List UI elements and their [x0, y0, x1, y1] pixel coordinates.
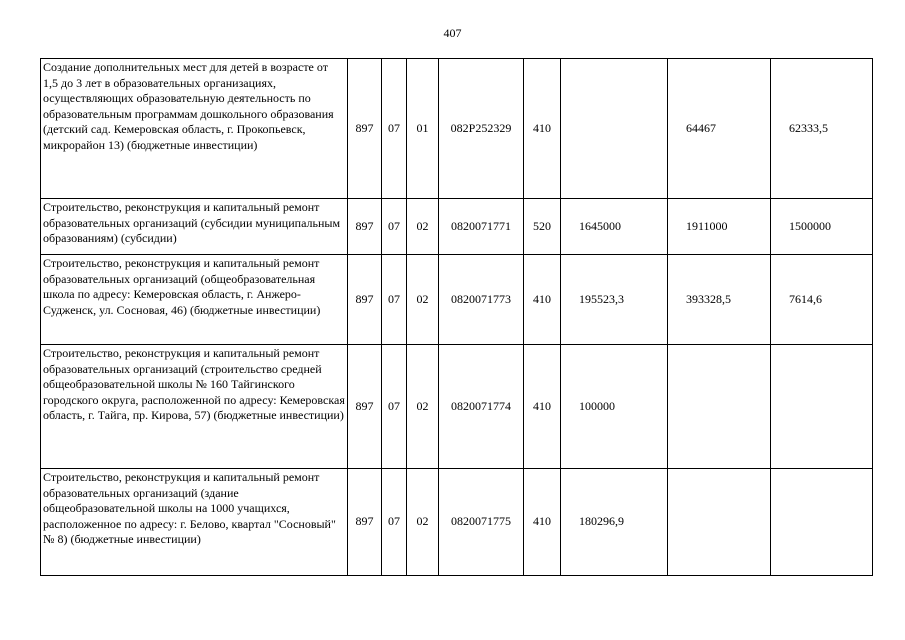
- table-row: [41, 199, 873, 255]
- amount-year-3: [771, 469, 873, 576]
- subsection-code: 02: [407, 345, 439, 469]
- amount-year-3: 7614,6: [771, 255, 873, 345]
- target-article-code: 0820071771: [439, 199, 524, 255]
- budget-table: [40, 58, 873, 576]
- ministry-code: 897: [348, 59, 382, 199]
- row-description: Строительство, реконструкция и капитальный ремонт образовательных организаций (здание общеобразовательной школы на 1000 учащихся, расположенное по адресу: г. Белово, квартал "Сосновый" № 8) (бюджетные инвестиции): [41, 469, 348, 576]
- amount-year-2: 64467: [668, 59, 771, 199]
- ministry-code: 897: [348, 469, 382, 576]
- ministry-code: 897: [348, 199, 382, 255]
- row-description: Строительство, реконструкция и капитальный ремонт образовательных организаций (субсидии муниципальным образованиям) (субсидии): [41, 199, 348, 255]
- section-code: 07: [382, 469, 407, 576]
- ministry-code: 897: [348, 255, 382, 345]
- amount-year-3: 1500000: [771, 199, 873, 255]
- amount-year-1: 100000: [561, 345, 668, 469]
- ministry-code: 897: [348, 345, 382, 469]
- amount-year-2: [668, 469, 771, 576]
- amount-year-2: [668, 345, 771, 469]
- table-row: [41, 345, 873, 469]
- expense-type-code: 410: [524, 469, 561, 576]
- section-code: 07: [382, 59, 407, 199]
- subsection-code: 02: [407, 199, 439, 255]
- subsection-code: 01: [407, 59, 439, 199]
- target-article-code: 082P252329: [439, 59, 524, 199]
- expense-type-code: 410: [524, 345, 561, 469]
- amount-year-3: [771, 345, 873, 469]
- subsection-code: 02: [407, 469, 439, 576]
- table-row: [41, 59, 873, 199]
- expense-type-code: 410: [524, 255, 561, 345]
- amount-year-1: [561, 59, 668, 199]
- amount-year-1: 195523,3: [561, 255, 668, 345]
- amount-year-1: 1645000: [561, 199, 668, 255]
- target-article-code: 0820071774: [439, 345, 524, 469]
- expense-type-code: 410: [524, 59, 561, 199]
- amount-year-3: 62333,5: [771, 59, 873, 199]
- section-code: 07: [382, 255, 407, 345]
- target-article-code: 0820071775: [439, 469, 524, 576]
- page-number: 407: [443, 26, 462, 40]
- expense-type-code: 520: [524, 199, 561, 255]
- section-code: 07: [382, 345, 407, 469]
- section-code: 07: [382, 199, 407, 255]
- target-article-code: 0820071773: [439, 255, 524, 345]
- table-row: [41, 255, 873, 345]
- table-row: [41, 469, 873, 576]
- row-description: Строительство, реконструкция и капитальный ремонт образовательных организаций (общеобразовательная школа по адресу: Кемеровская область, г. Анжеро-Судженск, ул. Сосновая, 46) (бюджетные инвестиции): [41, 255, 348, 345]
- row-description: Создание дополнительных мест для детей в возрасте от 1,5 до 3 лет в образовательных организациях, осуществляющих образовательную деятельность по образовательным программам дошкольного образования (детский сад. Кемеровская область, г. Прокопьевск, микрорайон 13) (бюджетные инвестиции): [41, 59, 348, 199]
- subsection-code: 02: [407, 255, 439, 345]
- amount-year-1: 180296,9: [561, 469, 668, 576]
- amount-year-2: 393328,5: [668, 255, 771, 345]
- row-description: Строительство, реконструкция и капитальный ремонт образовательных организаций (строительство средней общеобразовательной школы № 160 Тайгинского городского округа, расположенной по адресу: Кемеровская область, г. Тайга, пр. Кирова, 57) (бюджетные инвестиции): [41, 345, 348, 469]
- amount-year-2: 1911000: [668, 199, 771, 255]
